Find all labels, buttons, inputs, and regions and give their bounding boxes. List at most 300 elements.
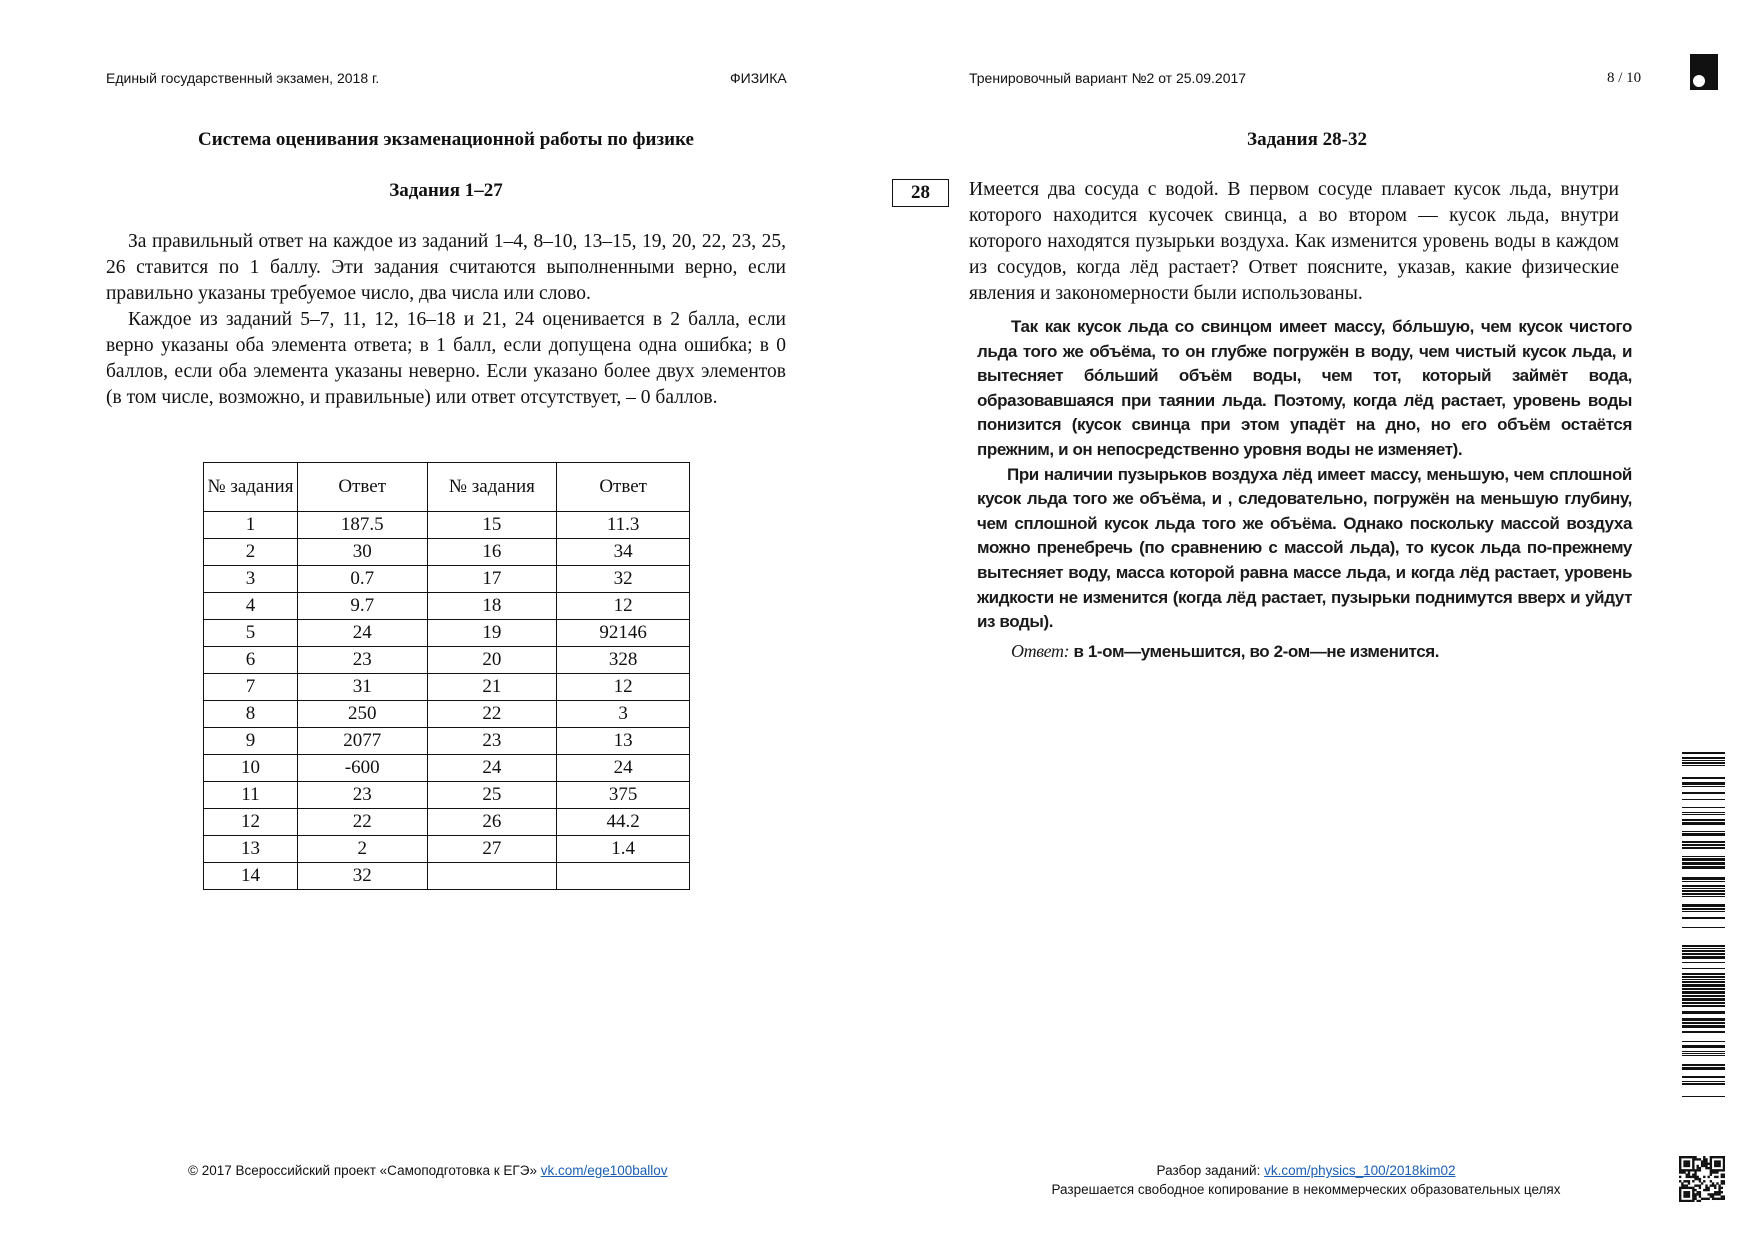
qr-module (1692, 1156, 1694, 1158)
qr-module (1694, 1193, 1696, 1195)
qr-module (1716, 1193, 1718, 1195)
qr-module (1694, 1169, 1696, 1171)
qr-module (1710, 1160, 1712, 1162)
qr-module (1681, 1187, 1683, 1189)
barcode-bar (1682, 1051, 1725, 1052)
answer-cell: 250 (297, 701, 427, 728)
qr-module (1692, 1158, 1694, 1160)
barcode-bar (1682, 904, 1725, 907)
task-number-cell: 20 (427, 647, 557, 674)
table-row (204, 863, 690, 890)
qr-module (1692, 1174, 1694, 1176)
qr-module (1718, 1165, 1720, 1167)
qr-module (1683, 1200, 1685, 1202)
qr-code-icon (1679, 1156, 1725, 1202)
table-row (204, 674, 690, 701)
qr-module (1712, 1193, 1714, 1195)
qr-module (1679, 1169, 1681, 1171)
qr-module (1692, 1189, 1694, 1191)
qr-module (1690, 1156, 1692, 1158)
barcode-bar (1682, 822, 1725, 825)
barcode-bar (1682, 877, 1725, 880)
qr-module (1697, 1200, 1699, 1202)
qr-module (1688, 1174, 1690, 1176)
qr-module (1688, 1193, 1690, 1195)
qr-module (1679, 1200, 1681, 1202)
table-header-row (204, 463, 690, 512)
qr-module (1683, 1193, 1685, 1195)
scoring-rules (106, 229, 786, 411)
qr-module (1723, 1156, 1725, 1158)
qr-module (1690, 1169, 1692, 1171)
qr-module (1681, 1169, 1683, 1171)
qr-module (1723, 1160, 1725, 1162)
corner-marker-icon (1690, 54, 1718, 90)
task-number-cell (427, 863, 557, 890)
qr-module (1703, 1176, 1705, 1178)
qr-module (1721, 1191, 1723, 1193)
qr-module (1692, 1180, 1694, 1182)
qr-module (1723, 1182, 1725, 1184)
qr-module (1714, 1169, 1716, 1171)
qr-module (1697, 1191, 1699, 1193)
qr-module (1692, 1193, 1694, 1195)
barcode-bar (1682, 908, 1725, 910)
qr-module (1705, 1158, 1707, 1160)
task-number-cell: 2 (204, 539, 298, 566)
table-row (204, 593, 690, 620)
qr-module (1703, 1156, 1705, 1158)
barcode-bar (1682, 962, 1725, 963)
barcode-bar (1682, 812, 1725, 813)
barcode-bar (1682, 1025, 1725, 1028)
barcode-bar (1682, 1076, 1725, 1078)
qr-module (1721, 1174, 1723, 1176)
qr-module (1692, 1198, 1694, 1200)
qr-module (1697, 1176, 1699, 1178)
task-number-cell: 27 (427, 836, 557, 863)
qr-module (1679, 1158, 1681, 1160)
task-number-cell: 8 (204, 701, 298, 728)
barcode-bar (1682, 782, 1725, 785)
barcode-bar (1682, 950, 1725, 952)
qr-module (1701, 1160, 1703, 1162)
task-number-cell: 26 (427, 809, 557, 836)
qr-module (1683, 1195, 1685, 1197)
task-number-cell: 18 (427, 593, 557, 620)
table-row (204, 728, 690, 755)
column-header: Ответ (297, 463, 427, 512)
qr-module (1707, 1167, 1709, 1169)
answers-table (203, 462, 690, 890)
analysis-link[interactable]: vk.com/physics_100/2018kim02 (1264, 1163, 1456, 1178)
qr-module (1688, 1187, 1690, 1189)
footer-copyright (188, 1163, 668, 1178)
barcode-bar (1682, 786, 1725, 787)
barcode-bar (1682, 856, 1725, 857)
qr-module (1718, 1193, 1720, 1195)
qr-module (1683, 1184, 1685, 1186)
qr-module (1705, 1165, 1707, 1167)
answer-cell: 32 (297, 863, 427, 890)
task-number-cell: 7 (204, 674, 298, 701)
qr-module (1694, 1158, 1696, 1160)
qr-module (1718, 1191, 1720, 1193)
qr-module (1703, 1163, 1705, 1165)
qr-module (1703, 1165, 1705, 1167)
barcode-bar (1682, 917, 1725, 919)
qr-module (1705, 1187, 1707, 1189)
qr-module (1721, 1187, 1723, 1189)
qr-module (1723, 1195, 1725, 1197)
qr-module (1699, 1169, 1701, 1171)
qr-module (1679, 1160, 1681, 1162)
qr-module (1679, 1191, 1681, 1193)
answer-cell: 375 (557, 782, 690, 809)
table-row (204, 512, 690, 539)
qr-module (1721, 1182, 1723, 1184)
task-number-cell: 11 (204, 782, 298, 809)
page-title: Система оценивания экзаменационной работы по физике (197, 129, 694, 150)
barcode-bar (1682, 893, 1725, 895)
qr-module (1694, 1174, 1696, 1176)
qr-module (1699, 1193, 1701, 1195)
qr-module (1686, 1191, 1688, 1193)
qr-module (1681, 1182, 1683, 1184)
qr-module (1686, 1193, 1688, 1195)
task-number-box: 28 (892, 179, 949, 207)
task-number-cell: 12 (204, 809, 298, 836)
footer-analysis (1000, 1163, 1612, 1178)
qr-module (1723, 1158, 1725, 1160)
analysis-label: Разбор заданий: (1156, 1163, 1265, 1178)
footer-license: Разрешается свободное копирование в некоммерческих образовательных целях (1051, 1182, 1561, 1197)
barcode-bar (1682, 762, 1725, 764)
task-solution (977, 315, 1632, 664)
barcode-bar (1682, 1096, 1725, 1097)
answer-cell: 187.5 (297, 512, 427, 539)
task-number-cell: 15 (427, 512, 557, 539)
column-header: Ответ (557, 463, 690, 512)
task-number-cell: 4 (204, 593, 298, 620)
answer-cell: 3 (557, 701, 690, 728)
header-subject: ФИЗИКА (730, 70, 787, 86)
answer-cell: 22 (297, 809, 427, 836)
answer-text: в 1-ом—уменьшится, во 2-ом—не изменится. (1069, 641, 1440, 661)
qr-module (1699, 1200, 1701, 1202)
barcode-bar (1682, 847, 1725, 849)
qr-module (1681, 1156, 1683, 1158)
qr-module (1688, 1176, 1690, 1178)
task-question: Имеется два сосуда с водой. В первом сосуде плавает кусок льда, внутри которого находится кусочек свинца, а во втором — кусок льда, внутри которого находятся пузырьки воздуха. Как изменится уровень воды в каждом из сосудов, когда лёд растает? Ответ поясните, указав, какие физические явления и закономерности были использованы. (969, 179, 1619, 304)
qr-module (1714, 1165, 1716, 1167)
answer-cell: -600 (297, 755, 427, 782)
qr-module (1697, 1169, 1699, 1171)
answer-cell: 1.4 (557, 836, 690, 863)
qr-module (1721, 1180, 1723, 1182)
qr-module (1679, 1198, 1681, 1200)
qr-module (1690, 1176, 1692, 1178)
qr-module (1710, 1171, 1712, 1173)
barcode-bar (1682, 988, 1725, 990)
qr-module (1723, 1167, 1725, 1169)
qr-module (1705, 1163, 1707, 1165)
qr-module (1699, 1195, 1701, 1197)
qr-module (1681, 1171, 1683, 1173)
right-section-title: Задания 28-32 (1247, 129, 1367, 150)
qr-module (1694, 1195, 1696, 1197)
qr-module (1714, 1160, 1716, 1162)
qr-module (1686, 1187, 1688, 1189)
qr-module (1686, 1195, 1688, 1197)
qr-module (1718, 1187, 1720, 1189)
barcode-bar (1682, 948, 1725, 949)
table-row (204, 620, 690, 647)
qr-module (1694, 1171, 1696, 1173)
qr-module (1723, 1174, 1725, 1176)
qr-module (1694, 1156, 1696, 1158)
qr-module (1721, 1195, 1723, 1197)
barcode-bar (1682, 866, 1725, 869)
barcode-bar (1682, 777, 1725, 779)
qr-module (1716, 1156, 1718, 1158)
qr-module (1712, 1195, 1714, 1197)
qr-module (1686, 1169, 1688, 1171)
qr-module (1683, 1165, 1685, 1167)
qr-module (1683, 1163, 1685, 1165)
task-number-cell: 21 (427, 674, 557, 701)
answer-cell: 24 (297, 620, 427, 647)
barcode-bar (1682, 888, 1725, 889)
answer-cell: 0.7 (297, 566, 427, 593)
qr-module (1683, 1187, 1685, 1189)
qr-module (1705, 1198, 1707, 1200)
task-number-cell: 1 (204, 512, 298, 539)
barcode-bar (1682, 968, 1725, 969)
barcode-bar (1682, 1067, 1725, 1070)
qr-module (1683, 1169, 1685, 1171)
qr-module (1703, 1160, 1705, 1162)
answer-cell: 30 (297, 539, 427, 566)
qr-module (1688, 1180, 1690, 1182)
qr-module (1707, 1193, 1709, 1195)
qr-module (1694, 1184, 1696, 1186)
barcode-bar (1682, 760, 1725, 761)
task-number-cell: 23 (427, 728, 557, 755)
qr-module (1688, 1160, 1690, 1162)
qr-module (1697, 1158, 1699, 1160)
qr-module (1686, 1200, 1688, 1202)
qr-module (1681, 1200, 1683, 1202)
task-number-cell: 14 (204, 863, 298, 890)
qr-module (1683, 1156, 1685, 1158)
qr-module (1710, 1174, 1712, 1176)
answer-cell: 2 (297, 836, 427, 863)
barcode-bar (1682, 995, 1725, 997)
task-number-cell: 19 (427, 620, 557, 647)
task-number-cell: 25 (427, 782, 557, 809)
qr-module (1686, 1174, 1688, 1176)
qr-module (1688, 1156, 1690, 1158)
qr-module (1697, 1184, 1699, 1186)
qr-module (1718, 1156, 1720, 1158)
task-number-cell: 24 (427, 755, 557, 782)
scoring-paragraph: За правильный ответ на каждое из заданий 1–4, 8–10, 13–15, 19, 20, 22, 23, 25, 26 ставится по 1 баллу. Эти задания считаются выполненными верно, если правильно указаны требуемое число, два числа или слово. (106, 231, 786, 304)
qr-module (1701, 1182, 1703, 1184)
qr-module (1707, 1187, 1709, 1189)
table-row (204, 782, 690, 809)
qr-module (1688, 1165, 1690, 1167)
barcode-bar (1682, 984, 1725, 987)
qr-module (1688, 1169, 1690, 1171)
table-row (204, 755, 690, 782)
table-row (204, 647, 690, 674)
answer-cell: 23 (297, 782, 427, 809)
qr-module (1710, 1158, 1712, 1160)
answer-cell: 2077 (297, 728, 427, 755)
column-header: № задания (427, 463, 557, 512)
qr-module (1692, 1165, 1694, 1167)
answer-cell (557, 863, 690, 890)
qr-module (1705, 1160, 1707, 1162)
table-row (204, 809, 690, 836)
qr-module (1714, 1191, 1716, 1193)
qr-module (1686, 1163, 1688, 1165)
qr-module (1716, 1198, 1718, 1200)
barcode-bar (1682, 1022, 1725, 1024)
barcode-bar (1682, 752, 1725, 754)
qr-module (1714, 1198, 1716, 1200)
qr-module (1699, 1184, 1701, 1186)
qr-module (1721, 1176, 1723, 1178)
answer-cell: 44.2 (557, 809, 690, 836)
qr-module (1723, 1176, 1725, 1178)
qr-module (1716, 1171, 1718, 1173)
qr-module (1707, 1189, 1709, 1191)
qr-module (1714, 1176, 1716, 1178)
qr-module (1716, 1160, 1718, 1162)
qr-module (1721, 1198, 1723, 1200)
barcode-bar (1682, 927, 1725, 928)
barcode-bar (1682, 881, 1725, 882)
qr-module (1699, 1180, 1701, 1182)
barcode-bar (1682, 976, 1725, 978)
barcode-icon (1682, 752, 1725, 1100)
table-row (204, 836, 690, 863)
qr-module (1688, 1195, 1690, 1197)
qr-module (1686, 1165, 1688, 1167)
qr-module (1694, 1178, 1696, 1180)
qr-module (1688, 1182, 1690, 1184)
qr-module (1699, 1191, 1701, 1193)
qr-module (1707, 1198, 1709, 1200)
qr-module (1712, 1171, 1714, 1173)
solution-paragraph: При наличии пузырьков воздуха лёд имеет массу, меньшую, чем сплошной кусок льда того же объёма, и , следовательно, погружён на меньшую глубину, чем сплошной кусок льда того же объёма. Однако поскольку массой воздуха можно пренебречь (по сравнению с массой льда), то кусок льда по-прежнему вытесняет воду, масса которой равна массе льда, и когда лёд растает, уровень жидкости не изменится (когда лёд растает, пузырьки поднимутся вверх и уйдут из воды). (977, 464, 1632, 632)
qr-module (1701, 1198, 1703, 1200)
header-exam-title: Единый государственный экзамен, 2018 г. (106, 70, 380, 86)
barcode-bar (1682, 956, 1725, 959)
qr-module (1679, 1165, 1681, 1167)
task-number-cell: 5 (204, 620, 298, 647)
qr-module (1714, 1187, 1716, 1189)
qr-module (1712, 1184, 1714, 1186)
answer-cell: 24 (557, 755, 690, 782)
qr-module (1718, 1184, 1720, 1186)
qr-module (1679, 1176, 1681, 1178)
table-row (204, 566, 690, 593)
qr-module (1718, 1189, 1720, 1191)
answer-cell: 9.7 (297, 593, 427, 620)
qr-module (1707, 1176, 1709, 1178)
qr-module (1710, 1193, 1712, 1195)
barcode-bar (1682, 792, 1725, 794)
barcode-bar (1682, 814, 1725, 815)
qr-module (1710, 1195, 1712, 1197)
barcode-bar (1682, 844, 1725, 846)
task-number-cell: 3 (204, 566, 298, 593)
barcode-bar (1682, 1064, 1725, 1066)
qr-module (1705, 1184, 1707, 1186)
qr-module (1723, 1169, 1725, 1171)
barcode-bar (1682, 1018, 1725, 1021)
qr-module (1686, 1184, 1688, 1186)
qr-module (1690, 1200, 1692, 1202)
qr-module (1710, 1184, 1712, 1186)
barcode-bar (1682, 799, 1725, 800)
barcode-bar (1682, 979, 1725, 980)
task-number-cell: 9 (204, 728, 298, 755)
qr-module (1697, 1193, 1699, 1195)
qr-module (1723, 1165, 1725, 1167)
barcode-bar (1682, 945, 1725, 947)
qr-module (1692, 1195, 1694, 1197)
qr-module (1712, 1169, 1714, 1171)
answer-cell: 92146 (557, 620, 690, 647)
barcode-bar (1682, 953, 1725, 955)
table-row (204, 701, 690, 728)
qr-module (1692, 1160, 1694, 1162)
answer-cell: 12 (557, 674, 690, 701)
qr-module (1705, 1167, 1707, 1169)
barcode-bar (1682, 765, 1725, 766)
answer-cell: 11.3 (557, 512, 690, 539)
barcode-bar (1682, 981, 1725, 983)
barcode-bar (1682, 831, 1725, 832)
barcode-bar (1682, 833, 1725, 836)
qr-module (1703, 1189, 1705, 1191)
answer-cell: 23 (297, 647, 427, 674)
qr-module (1714, 1171, 1716, 1173)
qr-module (1679, 1167, 1681, 1169)
barcode-bar (1682, 890, 1725, 892)
qr-module (1679, 1156, 1681, 1158)
copyright-link[interactable]: vk.com/ege100ballov (540, 1163, 668, 1178)
barcode-bar (1682, 991, 1725, 994)
barcode-bar (1682, 1002, 1725, 1004)
qr-module (1683, 1180, 1685, 1182)
qr-module (1692, 1200, 1694, 1202)
barcode-bar (1682, 1045, 1725, 1048)
qr-module (1692, 1169, 1694, 1171)
answer-cell: 31 (297, 674, 427, 701)
qr-module (1697, 1165, 1699, 1167)
qr-module (1710, 1167, 1712, 1169)
barcode-bar (1682, 819, 1725, 821)
qr-module (1716, 1165, 1718, 1167)
barcode-bar (1682, 862, 1725, 865)
column-header: № задания (204, 463, 298, 512)
qr-module (1707, 1163, 1709, 1165)
